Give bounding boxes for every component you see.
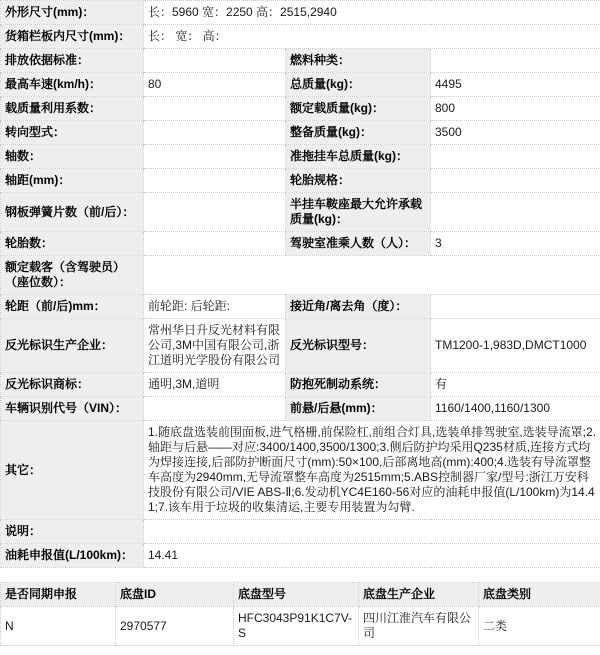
field-label: 整备质量(kg)： <box>286 121 431 145</box>
cell-chassis-id: 2970577 <box>116 607 234 646</box>
field-label: 反光标识商标： <box>1 373 144 397</box>
field-label: 油耗申报值(L/100km)： <box>1 544 144 568</box>
field-label: 总质量(kg)： <box>286 73 431 97</box>
cell-same-period: N <box>1 607 116 646</box>
field-label: 反光标识型号： <box>286 319 431 373</box>
field-value: TM1200-1,983D,DMCT1000 <box>431 319 600 373</box>
field-label: 燃料种类： <box>286 49 431 73</box>
field-label: 防抱死制动系统： <box>286 373 431 397</box>
field-label: 载质量利用系数： <box>1 97 144 121</box>
field-value <box>144 169 286 193</box>
field-value <box>144 49 286 73</box>
field-label: 转向型式： <box>1 121 144 145</box>
chassis-info-table <box>0 582 600 646</box>
field-label: 轮胎数： <box>1 232 144 256</box>
header-chassis-category: 底盘类别 <box>479 583 600 607</box>
field-value: 常州华日升反光材料有限公司,3M中国有限公司,浙江道明光学股份有限公司 <box>144 319 286 373</box>
field-value <box>431 169 600 193</box>
chassis-header-row <box>1 583 600 607</box>
field-value: 前轮距: 后轮距: <box>144 295 286 319</box>
table-row <box>1 193 600 232</box>
field-value: 有 <box>431 373 600 397</box>
field-value: 800 <box>431 97 600 121</box>
field-value: 3 <box>431 232 600 256</box>
field-value <box>431 193 600 232</box>
field-label: 外形尺寸(mm)： <box>1 1 144 25</box>
field-label: 额定载客（含驾驶员）（座位数）： <box>1 256 144 295</box>
table-row <box>1 145 600 169</box>
header-chassis-manufacturer: 底盘生产企业 <box>359 583 479 607</box>
cell-chassis-manufacturer: 四川江淮汽车有限公司 <box>359 607 479 646</box>
field-label: 前悬/后悬(mm)： <box>286 397 431 421</box>
table-row <box>1 520 600 544</box>
table-row-other <box>1 421 600 520</box>
table-row <box>1 1 600 25</box>
field-value <box>144 97 286 121</box>
table-row <box>1 49 600 73</box>
field-value <box>431 49 600 73</box>
field-label: 其它： <box>1 421 144 520</box>
field-label: 反光标识生产企业： <box>1 319 144 373</box>
field-value <box>431 145 600 169</box>
field-label: 最高车速(km/h)： <box>1 73 144 97</box>
field-label: 半挂车鞍座最大允许承载质量(kg)： <box>286 193 431 232</box>
table-row <box>1 232 600 256</box>
table-row <box>1 295 600 319</box>
field-label: 轮距（前/后)mm： <box>1 295 144 319</box>
field-value <box>431 295 600 319</box>
field-value: 通明,3M,道明 <box>144 373 286 397</box>
field-label: 轮胎规格： <box>286 169 431 193</box>
field-label: 说明： <box>1 520 144 544</box>
field-value <box>144 256 600 295</box>
table-row <box>1 169 600 193</box>
cell-chassis-category: 二类 <box>479 607 600 646</box>
cell-chassis-model: HFC3043P91K1C7V-S <box>234 607 359 646</box>
field-value: 4495 <box>431 73 600 97</box>
table-row <box>1 319 600 373</box>
field-label: 轴数： <box>1 145 144 169</box>
table-row <box>1 25 600 49</box>
field-value: 长： 宽： 高： <box>144 25 600 49</box>
table-row <box>1 73 600 97</box>
table-row <box>1 373 600 397</box>
field-value <box>144 397 286 421</box>
table-row <box>1 121 600 145</box>
field-value <box>144 232 286 256</box>
field-value: 长：5960 宽：2250 高：2515,2940 <box>144 1 600 25</box>
field-value <box>144 145 286 169</box>
table-row <box>1 397 600 421</box>
field-value <box>144 520 600 544</box>
header-chassis-id: 底盘ID <box>116 583 234 607</box>
field-value <box>144 121 286 145</box>
field-label: 驾驶室准乘人数（人）： <box>286 232 431 256</box>
field-value: 14.41 <box>144 544 600 568</box>
field-label: 准拖挂车总质量(kg)： <box>286 145 431 169</box>
table-row <box>1 256 600 295</box>
field-value: 1160/1400,1160/1300 <box>431 397 600 421</box>
field-value: 3500 <box>431 121 600 145</box>
field-label: 轴距(mm)： <box>1 169 144 193</box>
table-row <box>1 97 600 121</box>
field-label: 钢板弹簧片数（前/后）： <box>1 193 144 232</box>
field-label: 车辆识别代号（VIN）： <box>1 397 144 421</box>
field-value: 1.随底盘选装前围面板,进气格栅,前保险杠,前组合灯具,选装单排驾驶室,选装导流罩;2.轴距与后悬——对应:3400/1400,3500/1300;3.侧后防护均采用Q235材质,连接方式均为焊接连接,后部防护断面尺寸(mm):50×100,后部离地高(mm):400;4.选装有导流罩整车高度为2940mm,无导流罩整车高度为2515mm;5.ABS控制器厂家/型号:浙江万安科技股份有限公司/VIE ABS-Ⅱ;6.发动机YC4E160-56对应的油耗申报值(L/100km)为14.41;7.该车用于垃圾的收集清运,主要专用装置为勾臂. <box>144 421 600 520</box>
header-same-period: 是否同期申报 <box>1 583 116 607</box>
field-label: 接近角/离去角（度）： <box>286 295 431 319</box>
field-label: 货箱栏板内尺寸(mm)： <box>1 25 144 49</box>
field-label: 排放依据标准： <box>1 49 144 73</box>
field-value <box>144 193 286 232</box>
field-value: 80 <box>144 73 286 97</box>
header-chassis-model: 底盘型号 <box>234 583 359 607</box>
table-row <box>1 544 600 568</box>
chassis-data-row <box>1 607 600 646</box>
field-label: 额定载质量(kg)： <box>286 97 431 121</box>
